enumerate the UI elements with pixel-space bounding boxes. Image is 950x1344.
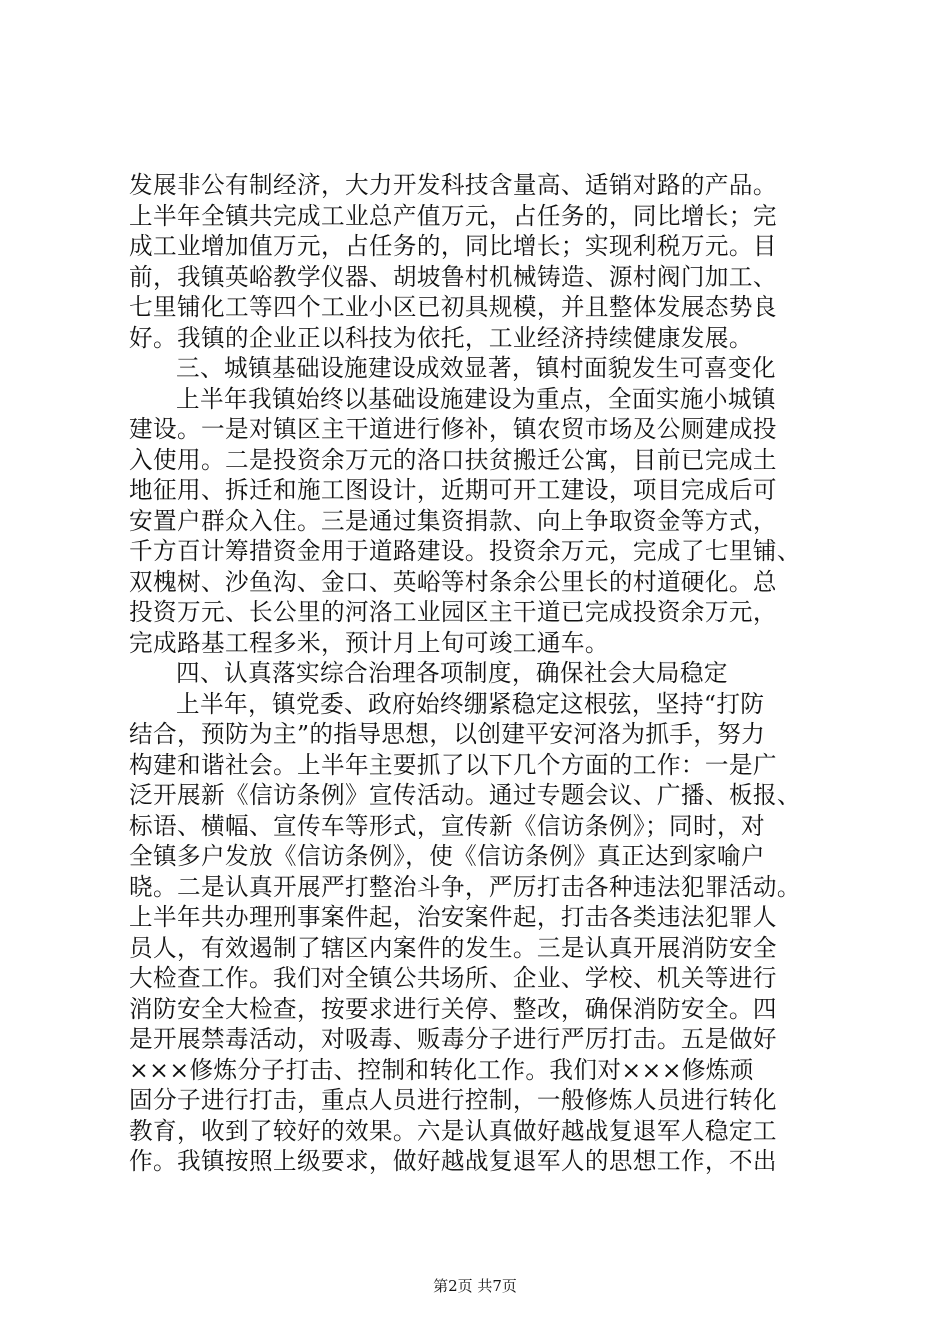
text-line: 固分子进行打击，重点人员进行控制，一般修炼人员进行转化 xyxy=(129,1086,777,1114)
text-line: 上半年全镇共完成工业总产值万元，占任务的，同比增长；完 xyxy=(129,201,777,230)
document-body xyxy=(129,170,841,1177)
text-line: 完成路基工程多米，预计月上旬可竣工通车。 xyxy=(129,628,609,657)
text-line: ×××修炼分子打击、控制和转化工作。我们对×××修炼顽 xyxy=(129,1055,754,1084)
text-line: 消防安全大检查，按要求进行关停、整改，确保消防安全。四 xyxy=(129,994,777,1023)
text-line: 员人，有效遏制了辖区内案件的发生。三是认真开展消防安全 xyxy=(129,933,777,962)
text-line: 双槐树、沙鱼沟、金口、英峪等村条余公里长的村道硬化。总 xyxy=(129,567,777,596)
text-line: 建设。一是对镇区主干道进行修补，镇农贸市场及公厕建成投 xyxy=(129,415,777,443)
text-line: 上半年，镇党委、政府始终绷紧稳定这根弦，坚持“打防 xyxy=(176,689,765,718)
text-line: 成工业增加值万元，占任务的，同比增长；实现利税万元。目 xyxy=(129,232,777,260)
text-line: 发展非公有制经济，大力开发科技含量高、适销对路的产品。 xyxy=(129,171,777,199)
text-line: 教育，收到了较好的效果。六是认真做好越战复退军人稳定工 xyxy=(129,1116,777,1145)
text-line: 晓。二是认真开展严打整治斗争，严厉打击各种违法犯罪活动。 xyxy=(129,872,801,901)
text-line: 安置户群众入住。三是通过集资捐款、向上争取资金等方式， xyxy=(129,506,777,535)
text-line: 上半年我镇始终以基础设施建设为重点，全面实施小城镇 xyxy=(176,384,776,413)
text-line: 前，我镇英峪教学仪器、胡坡鲁村机械铸造、源村阀门加工、 xyxy=(129,262,777,291)
text-line: 大检查工作。我们对全镇公共场所、企业、学校、机关等进行 xyxy=(129,964,777,992)
text-line: 投资万元、长公里的河洛工业园区主干道已完成投资余万元， xyxy=(129,598,777,626)
text-line: 构建和谐社会。上半年主要抓了以下几个方面的工作：一是广 xyxy=(129,750,777,779)
text-line: 泛开展新《信访条例》宣传活动。通过专题会议、广播、板报、 xyxy=(129,781,801,809)
text-line: 入使用。二是投资余万元的洛口扶贫搬迁公寓，目前已完成土 xyxy=(129,445,777,474)
text-line: 四、认真落实综合治理各项制度，确保社会大局稳定 xyxy=(176,659,728,687)
text-line: 三、城镇基础设施建设成效显著，镇村面貌发生可喜变化 xyxy=(176,354,776,382)
page-footer: 第2页 共7页 xyxy=(433,1277,517,1295)
text-line: 作。我镇按照上级要求，做好越战复退军人的思想工作，不出 xyxy=(129,1147,777,1175)
text-line: 结合，预防为主”的指导思想，以创建平安河洛为抓手，努力 xyxy=(129,720,766,748)
text-line: 七里铺化工等四个工业小区已初具规模，并且整体发展态势良 xyxy=(129,293,777,321)
text-line: 地征用、拆迁和施工图设计，近期可开工建设，项目完成后可 xyxy=(129,476,777,504)
text-line: 是开展禁毒活动，对吸毒、贩毒分子进行严厉打击。五是做好 xyxy=(129,1025,777,1053)
text-line: 上半年共办理刑事案件起，治安案件起，打击各类违法犯罪人 xyxy=(129,903,777,931)
text-line: 好。我镇的企业正以科技为依托，工业经济持续健康发展。 xyxy=(129,323,753,352)
text-line: 千方百计筹措资金用于道路建设。投资余万元，完成了七里铺、 xyxy=(129,537,801,565)
text-line: 全镇多户发放《信访条例》，使《信访条例》真正达到家喻户 xyxy=(129,842,766,870)
text-line: 标语、横幅、宣传车等形式，宣传新《信访条例》；同时，对 xyxy=(129,811,766,840)
